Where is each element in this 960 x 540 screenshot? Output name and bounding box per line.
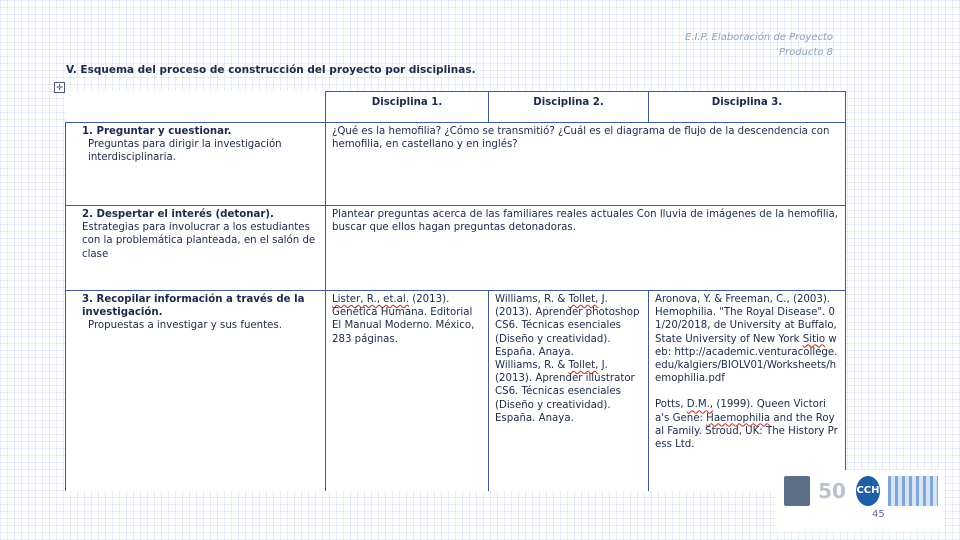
source-text: (1999). Queen Victoria's Gene:	[655, 399, 826, 424]
source-author: Tollet,	[568, 360, 599, 372]
source-text: Potts,	[655, 399, 687, 411]
stage-subtitle: Preguntas para dirigir la investigación interdisciplinaria.	[88, 139, 282, 164]
header-line-2: Producto 8	[778, 47, 833, 58]
source-author: Tollet,	[568, 294, 599, 305]
discipline-2-source-cell	[489, 291, 649, 492]
page-number: 45	[872, 509, 885, 520]
cch-logo: CCH	[856, 476, 880, 506]
institution-logos	[776, 470, 944, 532]
stage-cell	[66, 206, 326, 291]
section-title: V. Esquema del proceso de construcción del proyecto por disciplinas.	[66, 64, 476, 76]
stage-title: 3. Recopilar información a través de la investigación.	[82, 294, 305, 319]
column-header-discipline-1: Disciplina 1.	[326, 92, 489, 123]
source-author: D.M.,	[686, 399, 714, 411]
source-text: Williams, R. &	[495, 294, 569, 305]
source-marked-word: Haemophilia	[706, 412, 771, 424]
source-text: J. (2013). Aprender illustrator CS6. Técnicas esenciales (Diseño y creatividad). España. Anaya.	[495, 360, 635, 424]
stage-subtitle: Propuestas a investigar y sus fuentes.	[88, 320, 282, 332]
source-marked-word: Sitio	[802, 333, 826, 345]
table-row	[66, 291, 846, 492]
source-entry	[495, 359, 642, 425]
stage-content-cell: ¿Qué es la hemofilia? ¿Cómo se transmitió? ¿Cuál es el diagrama de flujo de la descendencia con hemofilia, en castellano y en inglés?	[326, 123, 846, 206]
stage-cell	[66, 123, 326, 206]
source-author: Lister, R., et.al.	[332, 294, 409, 305]
table-row	[66, 206, 846, 291]
striped-logo-icon	[888, 476, 938, 506]
source-entry	[655, 398, 839, 451]
source-text: web: http://academic.venturacollege.edu/kalgiers/BIOLV01/Worksheets/hemophilia.pdf	[655, 333, 838, 385]
table-header-row	[66, 92, 846, 123]
source-text: (2013). Genética Humana. Editorial El Manual Moderno. México, 283 páginas.	[332, 294, 475, 345]
source-text: and the Royal Family. Stroud, UK: The History Press Ltd.	[655, 412, 838, 451]
stage-content-cell: Plantear preguntas acerca de las familiares reales actuales Con lluvia de imágenes de la hemofilia, buscar que ellos hagan preguntas detonadoras.	[326, 206, 846, 291]
source-text: J. (2013). Aprender photoshop CS6. Técnicas esenciales (Diseño y creatividad). España. Anaya.	[495, 294, 640, 358]
stage-title: 1. Preguntar y cuestionar.	[82, 126, 232, 137]
discipline-3-source-cell	[649, 291, 846, 492]
discipline-scheme-table	[65, 91, 846, 491]
unam-crest-icon	[784, 476, 810, 506]
source-entry	[495, 293, 642, 359]
header-line-1: E.I.P. Elaboración de Proyecto	[684, 32, 833, 43]
stage-subtitle: Estrategias para involucrar a los estudiantes con la problemática planteada, en el salón de clase	[82, 222, 316, 260]
source-entry	[655, 293, 839, 385]
source-text: Williams, R. &	[495, 360, 569, 372]
source-text: Aronova, Y. & Freeman, C., (2003). Hemophilia. "The Royal Disease". 01/20/2018, de University at Buffalo, State University of New York	[655, 294, 837, 345]
table-move-handle-icon[interactable]: ✛	[54, 82, 65, 93]
table-row	[66, 123, 846, 206]
column-header-discipline-2: Disciplina 2.	[489, 92, 649, 123]
column-header-discipline-3: Disciplina 3.	[649, 92, 846, 123]
anniversary-50-logo: 50	[818, 479, 846, 503]
stage-cell	[66, 291, 326, 492]
header-blank-cell	[66, 92, 326, 123]
document-header	[685, 30, 833, 60]
stage-title: 2. Despertar el interés (detonar).	[82, 209, 274, 220]
discipline-1-source-cell	[326, 291, 489, 492]
